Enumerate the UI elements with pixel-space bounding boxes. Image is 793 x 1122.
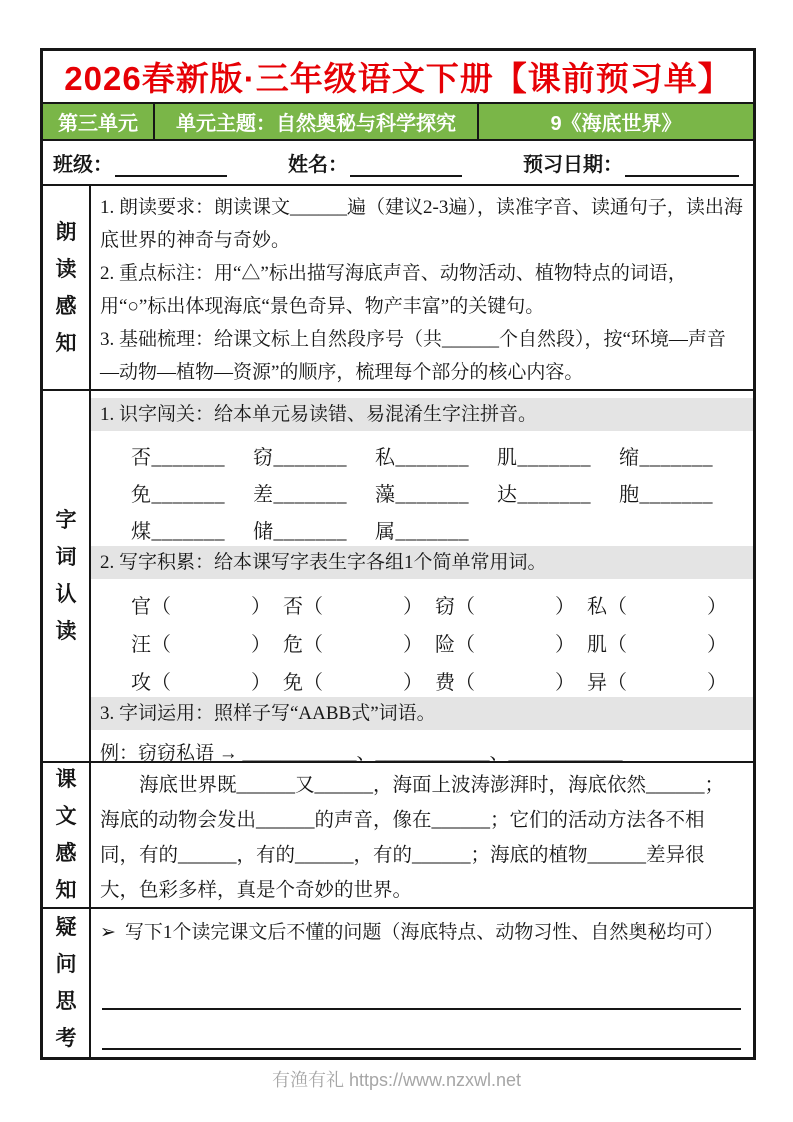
name-group: [288, 148, 462, 177]
word-item[interactable]: 异（ ）: [587, 672, 727, 694]
class-group: [53, 148, 227, 177]
arrow-bullet-icon: ➢: [100, 922, 116, 943]
section-label-question: 疑问思考: [43, 909, 91, 1057]
pinyin-item[interactable]: 私_______: [375, 447, 469, 469]
question-prompt-text: 写下1个读完课文后不懂的问题（海底特点、动物习性、自然奥秘均可）: [124, 922, 724, 943]
passage-fill-text[interactable]: 海底世界既______又______，海面上波涛澎湃时，海底依然______；海底的动物会发出______的声音，像在______；它们的活动方法各不相同，有的______，有的______，有的______；海底的植物______差异很大，色彩多样，真是个奇妙的世界。: [100, 775, 725, 901]
name-label: 姓名：: [288, 154, 348, 177]
class-label: 班级：: [53, 154, 113, 177]
word-item[interactable]: 肌（ ）: [587, 634, 727, 656]
pinyin-item[interactable]: 储_______: [253, 521, 347, 543]
page-title: 2026春新版·三年级语文下册【课前预习单】: [64, 60, 732, 98]
pinyin-row: [91, 507, 753, 544]
section-label-words: 字词认读: [43, 391, 91, 761]
word-item[interactable]: 费（ ）: [435, 672, 575, 694]
word-item[interactable]: 汪（ ）: [131, 634, 271, 656]
word-item[interactable]: 险（ ）: [435, 634, 575, 656]
aabb-example[interactable]: 例：窃窃私语 → ____________、____________、____________: [100, 743, 623, 764]
date-group: [523, 148, 739, 177]
unit-bar: [43, 102, 753, 141]
words-content: [91, 391, 753, 764]
word-item[interactable]: 攻（ ）: [131, 672, 271, 694]
pinyin-item[interactable]: 差_______: [253, 484, 347, 506]
unit-number: 第三单元: [43, 104, 155, 139]
pinyin-item[interactable]: 缩_______: [619, 447, 713, 469]
class-blank[interactable]: [115, 151, 227, 177]
footer-watermark[interactable]: 有渔有礼 https://www.nzxwl.net: [271, 1070, 522, 1090]
section-label-passage: 课文感知: [43, 763, 91, 907]
word-item[interactable]: 私（ ）: [587, 596, 727, 618]
pinyin-item[interactable]: 煤_______: [131, 521, 225, 543]
pinyin-item[interactable]: 胞_______: [619, 484, 713, 506]
pinyin-item[interactable]: 藻_______: [375, 484, 469, 506]
worksheet: [40, 48, 756, 1060]
words-heading-usage: 3. 字词运用：照样子写“AABB式”词语。: [91, 697, 753, 730]
word-item[interactable]: 窃（ ）: [435, 596, 575, 618]
answer-line[interactable]: [102, 1010, 741, 1050]
student-info-row: [43, 141, 753, 184]
pinyin-item[interactable]: 属_______: [375, 521, 469, 543]
read-aloud-item-3: 3. 基础梳理：给课文标上自然段序号（共______个自然段），按“环境—声音—动物—植物—资源”的顺序，梳理每个部分的核心内容。: [100, 329, 726, 383]
section-label-read-aloud: 朗读感知: [43, 186, 91, 389]
date-label: 预习日期：: [523, 154, 623, 177]
section-words: [43, 389, 753, 764]
read-aloud-content: [91, 186, 753, 389]
word-row: [91, 619, 753, 657]
unit-theme: 单元主题：自然奥秘与科学探究: [155, 104, 479, 139]
pinyin-row: [91, 433, 753, 470]
words-heading-pinyin: 1. 识字闯关：给本单元易读错、易混淆生字注拼音。: [91, 398, 753, 431]
answer-line[interactable]: [102, 970, 741, 1010]
question-prompt: [100, 916, 743, 949]
section-question: [43, 907, 753, 1057]
pinyin-item[interactable]: 否_______: [131, 447, 225, 469]
read-aloud-item-2: 2. 重点标注：用“△”标出描写海底声音、动物活动、植物特点的词语，用“○”标出体现海底“景色奇异、物产丰富”的关键句。: [100, 263, 687, 317]
pinyin-item[interactable]: 肌_______: [497, 447, 591, 469]
section-passage: [43, 761, 753, 907]
pinyin-item[interactable]: 达_______: [497, 484, 591, 506]
lesson-title: 9《海底世界》: [550, 113, 682, 136]
word-item[interactable]: 免（ ）: [283, 672, 423, 694]
word-item[interactable]: 官（ ）: [131, 596, 271, 618]
word-item[interactable]: 否（ ）: [283, 596, 423, 618]
name-blank[interactable]: [350, 151, 462, 177]
word-row: [91, 581, 753, 619]
date-blank[interactable]: [625, 151, 739, 177]
pinyin-row: [91, 470, 753, 507]
section-read-aloud: [43, 184, 753, 389]
pinyin-item[interactable]: 免_______: [131, 484, 225, 506]
word-item[interactable]: 危（ ）: [283, 634, 423, 656]
word-row: [91, 657, 753, 695]
read-aloud-item-1: 1. 朗读要求：朗读课文______遍（建议2-3遍），读准字音、读通句子，读出海底世界的神奇与奇妙。: [100, 197, 743, 251]
question-content: [91, 909, 753, 1057]
pinyin-item[interactable]: 窃_______: [253, 447, 347, 469]
words-heading-writing: 2. 写字积累：给本课写字表生字各组1个简单常用词。: [91, 546, 753, 579]
